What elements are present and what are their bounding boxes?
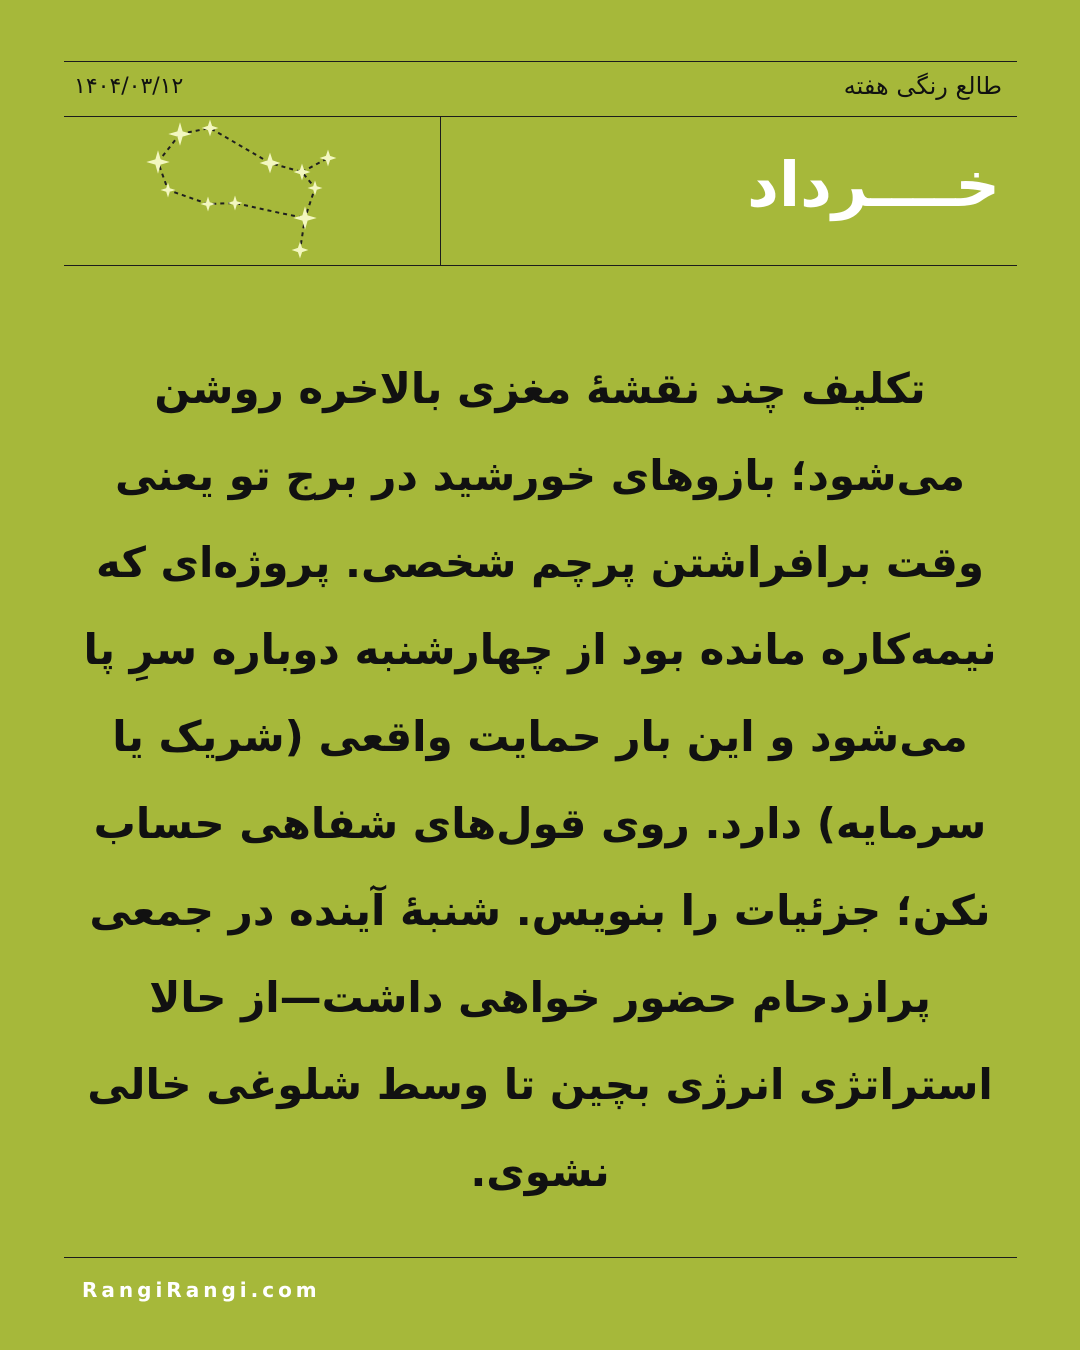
footer-site-link[interactable]: RangiRangi.com bbox=[82, 1278, 321, 1302]
month-title: خــــرداد bbox=[747, 148, 1000, 221]
box-bottom-divider bbox=[64, 265, 1017, 266]
footer-divider bbox=[64, 1257, 1017, 1258]
box-vertical-divider bbox=[440, 116, 441, 265]
horoscope-text: تکلیف چند نقشهٔ مغزی بالاخره روشن می‌شود؛ بازوهای خورشید در برج تو یعنی وقت برافراشتن پرچم شخصی. پروژه‌ای که نیمه‌کاره مانده بود از چهارشنبه دوباره سرِ پا می‌شود و این بار حمایت واقعی (شریک یا سرمایه) دارد. روی قول‌های شفاهی حساب نکن؛ جزئیات را بنویس. شنبهٔ آینده در جمعی پرازدحام حضور خواهی داشت—از حالا استراتژی انرژی بچین تا وسط شلوغی خالی نشوی. bbox=[83, 364, 997, 1196]
site-title: طالع رنگی هفته bbox=[843, 72, 1002, 100]
top-divider bbox=[64, 61, 1017, 62]
header-divider bbox=[64, 116, 1017, 117]
issue-date: ۱۴۰۴/۰۳/۱۲ bbox=[74, 74, 184, 99]
gemini-constellation-icon bbox=[140, 118, 340, 264]
